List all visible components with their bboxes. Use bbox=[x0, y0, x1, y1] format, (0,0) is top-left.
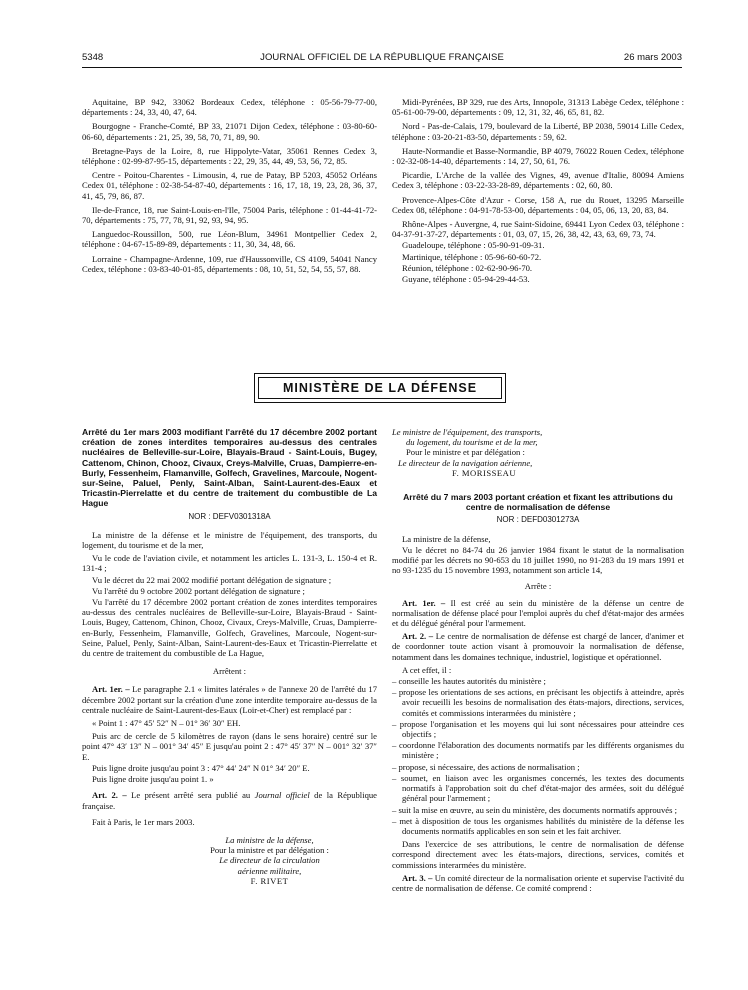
visa: Vu l'arrêté du 17 décembre 2002 portant création de zones interdites temporaires au-dessus des centrales nucléaires de Belleville-sur-Loire, Blayais-Braud - Saint-Louis, Bugey, Cattenom, Chinon, Chooz, Civaux, Creys-Malville, Cruas, Dampierre-en-Burly, Fessenheim, Flamanville, Golfech, Gravelines, Marcoule, Nogent-sur-Seine, Paluel, Penly, Saint-Alban, Saint-Laurent-des-Eaux et Tricastin-Pierrelatte et du centre de traitement du combustible de La Hague, bbox=[82, 597, 377, 659]
article-text: Le paragraphe 2.1 « limites latérales » de l'annexe 20 de l'arrêté du 17 décembre 2002 portant sur la création d'une zone interdite temporaire au-dessus de la centrale nucléaire de Saint-Laurent-des-Eaux (Loir-et-Cher) est remplacé par : bbox=[82, 684, 378, 715]
fait-a-paris: Fait à Paris, le 1er mars 2003. bbox=[92, 816, 195, 827]
list-item: – propose l'organisation et les moyens qui lui sont nécessaires pour atteindre ces objectifs ; bbox=[392, 719, 684, 739]
arc-description: Puis arc de cercle de 5 kilomètres de rayon (dans le sens horaire) centré sur le point 47° 43′ 13″ N – 001° 34′ 45″ E jusqu'au point 2 : 47° 45′ 37″ N – 001° 32′ 37″ E. bbox=[82, 731, 377, 762]
journal-title: JOURNAL OFFICIEL DE LA RÉPUBLIQUE FRANÇAISE bbox=[260, 52, 504, 63]
arretent: Arrêtent : bbox=[212, 666, 247, 677]
list-item: – propose les orientations de ses actions, en précisant les objectifs à atteindre, après avoir recueilli les besoins de normalisation des états-majors, directions, services, comités et commissions interarmées du ministère ; bbox=[392, 687, 684, 718]
address-entry: Provence-Alpes-Côte d'Azur - Corse, 158 A, rue du Rouet, 13295 Marseille Cedex 08, téléphone : 04-91-78-53-00, départements : 04, 05, 06, 13, 20, 83, 84. bbox=[392, 194, 684, 215]
signatory-role: Le directeur de la navigation aérienne, bbox=[398, 457, 533, 468]
arrete: Arrête : bbox=[524, 581, 552, 592]
article-1 bbox=[82, 684, 377, 715]
decree-right-signatures bbox=[392, 427, 684, 896]
list-item: – soumet, en liaison avec les organismes concernés, les textes des documents normatifs à l'approbation soit du chef d'état-major des armées, soit du délégué général pour l'armement ; bbox=[392, 773, 684, 804]
decree-intro: La ministre de la défense, bbox=[402, 533, 491, 544]
decree-intro: La ministre de la défense et le ministre de l'équipement, des transports, du logement, du tourisme et de la mer, bbox=[82, 529, 377, 551]
nor-reference: NOR : DEFD0301273A bbox=[496, 515, 580, 525]
address-list-left bbox=[82, 97, 377, 278]
page-header bbox=[82, 52, 682, 66]
address-entry: Nord - Pas-de-Calais, 179, boulevard de la Liberté, BP 2038, 59014 Lille Cedex, téléphone : 03-20-21-83-50, départements : 59, 62. bbox=[392, 121, 684, 142]
address-entry: Aquitaine, BP 942, 33062 Bordeaux Cedex, téléphone : 05-56-79-77-00, départements : 24, 33, 40, 47, 64. bbox=[82, 97, 377, 118]
article-label: Art. 3. – bbox=[402, 872, 433, 883]
signatory-title: du logement, du tourisme et de la mer, bbox=[406, 437, 538, 448]
list-item: – conseille les hautes autorités du ministère ; bbox=[392, 676, 684, 686]
address-entry: Réunion, téléphone : 02-62-90-96-70. bbox=[402, 262, 533, 273]
address-entry: Centre - Poitou-Charentes - Limousin, 4, rue de Patay, BP 5203, 45052 Orléans Cedex 01, téléphone : 02-38-54-87-40, départements : 16, 17, 18, 19, 23, 28, 36, 37, 41, 45, 79, 86, 87. bbox=[82, 170, 377, 201]
header-rule bbox=[82, 67, 682, 68]
article-label: Art. 1er. – bbox=[92, 684, 130, 695]
ministry-banner: MINISTÈRE DE LA DÉFENSE bbox=[258, 377, 502, 399]
signatory-role: aérienne militaire, bbox=[237, 865, 302, 876]
address-entry: Martinique, téléphone : 05-96-60-60-72. bbox=[402, 251, 542, 262]
decree-left bbox=[82, 427, 377, 886]
list-item: – coordonne l'élaboration des documents normatifs par les différents organismes du ministère ; bbox=[392, 740, 684, 760]
issue-date: 26 mars 2003 bbox=[623, 52, 682, 63]
visa: Vu le code de l'aviation civile, et notamment les articles L. 131-3, L. 150-4 et R. 131-4 ; bbox=[82, 553, 377, 574]
address-entry: Lorraine - Champagne-Ardenne, 109, rue d'Haussonville, CS 4109, 54041 Nancy Cedex, téléphone : 03-83-40-01-85, départements : 08, 10, 51, 52, 54, 55, 57, 88. bbox=[82, 253, 377, 274]
list-item: – propose, si nécessaire, des actions de normalisation ; bbox=[392, 762, 684, 772]
article-2 bbox=[82, 790, 377, 810]
delegation: Pour la ministre et par délégation : bbox=[210, 845, 329, 856]
article-text: Le présent arrêté sera publié au bbox=[131, 790, 255, 801]
visa: Vu l'arrêté du 9 octobre 2002 portant délégation de signature ; bbox=[92, 585, 305, 596]
address-entry: Haute-Normandie et Basse-Normandie, BP 4079, 76022 Rouen Cedex, téléphone : 02-32-08-14-40, départements : 14, 27, 50, 61, 76. bbox=[392, 145, 684, 167]
page-number: 5348 bbox=[82, 52, 104, 63]
address-list-right bbox=[392, 97, 684, 285]
article-text: Le centre de normalisation de défense est chargé de lancer, d'animer et de coordonner toute action visant à promouvoir la normalisation de défense, notamment dans les domaines technique, industriel, logistique et opérationnel. bbox=[392, 631, 684, 662]
journal-ref: Journal officiel bbox=[254, 790, 310, 801]
article-label: Art. 2. – bbox=[92, 790, 127, 801]
signatory-name: F. RIVET bbox=[250, 875, 289, 886]
signatory-title: La ministre de la défense, bbox=[225, 834, 314, 845]
address-entry: Guyane, téléphone : 05-94-29-44-53. bbox=[402, 274, 530, 285]
address-entry: Bretagne-Pays de la Loire, 8, rue Hippolyte-Vatar, 35061 Rennes Cedex 3, téléphone : 02-99-87-95-15, départements : 22, 29, 35, 44, 49, 53, 56, 72, 85. bbox=[82, 145, 377, 167]
signatory-title: Le ministre de l'équipement, des transports, bbox=[392, 427, 543, 437]
article-label: Art. 1er. – bbox=[402, 597, 446, 608]
list-item: – met à disposition de tous les organismes habilités du ministère de la défense les documents normatifs applicables en son sein et les fait archiver. bbox=[392, 816, 684, 836]
article-3 bbox=[392, 873, 684, 893]
visa: Vu le décret du 22 mai 2002 modifié portant délégation de signature ; bbox=[92, 574, 332, 585]
article-label: Art. 2. – bbox=[402, 631, 434, 642]
nor-reference: NOR : DEFV0301318A bbox=[188, 511, 271, 521]
article-text: de la République française. bbox=[82, 790, 377, 811]
article-text: Il est créé au sein du ministère de la défense un centre de normalisation de défense placé pour l'emploi auprès du chef d'état-major des armées et du délégué général pour l'armement. bbox=[392, 597, 684, 629]
list-item: – suit la mise en œuvre, au sein du ministère, des documents normatifs approuvés ; bbox=[392, 805, 684, 815]
delegation: Pour le ministre et par délégation : bbox=[406, 447, 525, 458]
article-2 bbox=[392, 631, 684, 662]
attributions-list bbox=[392, 676, 684, 836]
decree-title: Arrêté du 7 mars 2003 portant création et fixant les attributions du centre de normalisation de défense bbox=[403, 492, 673, 513]
address-entry: Midi-Pyrénées, BP 329, rue des Arts, Innopole, 31313 Labège Cedex, téléphone : 05-61-00-79-00, départements : 09, 12, 31, 32, 46, 65, 81, 82. bbox=[392, 97, 684, 118]
visa: Vu le décret no 84-74 du 26 janvier 1984 fixant le statut de la normalisation modifié par les décrets no 90-653 du 18 juillet 1990, no 91-283 du 19 mars 1991 et no 93-1235 du 15 novembre 1993, notamment son article 14, bbox=[392, 544, 684, 576]
line-point-1: Puis ligne droite jusqu'au point 1. » bbox=[92, 774, 214, 785]
decree-title: Arrêté du 1er mars 2003 modifiant l'arrêté du 17 décembre 2002 portant création de zones interdites temporaires au-dessus des centrales nucléaires de Belleville-sur-Loire, Blayais-Braud - Saint-Louis, Bugey, Cattenom, Chinon, Chooz, Civaux, Creys-Malville, Cruas, Dampierre-en-Burly, Fessenheim, Flamanville, Golfech, Gravelines, Marcoule, Nogent-sur-Seine, Paluel, Penly, Saint-Alban, Saint-Laurent-des-Eaux et Tricastin-Pierrelatte et du centre de traitement du combustible de La Hague bbox=[82, 427, 377, 509]
article-text: Un comité directeur de la normalisation oriente et supervise l'activité du centre de normalisation de défense. Ce comité comprend : bbox=[392, 872, 684, 893]
address-entry: Guadeloupe, téléphone : 05-90-91-09-31. bbox=[402, 240, 545, 251]
address-entry: Bourgogne - Franche-Comté, BP 33, 21071 Dijon Cedex, téléphone : 03-80-60-06-60, départements : 21, 25, 39, 58, 70, 71, 89, 90. bbox=[82, 121, 377, 142]
point-1: « Point 1 : 47° 45′ 52″ N – 01° 36′ 30″ EH. bbox=[92, 718, 241, 729]
a-cet-effet: A cet effet, il : bbox=[402, 664, 452, 675]
line-point-3: Puis ligne droite jusqu'au point 3 : 47° 44′ 24″ N 01° 34′ 20″ E. bbox=[92, 762, 310, 773]
address-entry: Languedoc-Roussillon, 500, rue Léon-Blum, 34961 Montpellier Cedex 2, téléphone : 04-67-15-89-89, départements : 11, 30, 34, 48, 66. bbox=[82, 229, 377, 250]
address-entry: Rhône-Alpes - Auvergne, 4, rue Saint-Sidoine, 69441 Lyon Cedex 03, téléphone : 04-37-91-37-27, départements : 01, 03, 07, 15, 26, 38, 42, 43, 63, 69, 73, 74. bbox=[392, 219, 684, 240]
signatory-name: F. MORISSEAU bbox=[452, 467, 517, 478]
address-entry: Ile-de-France, 18, rue Saint-Louis-en-l'Ile, 75004 Paris, téléphone : 01-44-41-72-70, départements : 75, 77, 78, 91, 92, 93, 94, 95. bbox=[82, 204, 377, 226]
article-1 bbox=[392, 598, 684, 629]
exercice-paragraph: Dans l'exercice de ses attributions, le centre de normalisation de défense correspond directement avec les états-majors, directions, services, comités et commissions interarmées du ministère. bbox=[392, 839, 684, 870]
address-entry: Picardie, L'Arche de la vallée des Vignes, 49, avenue d'Italie, 80094 Amiens Cedex 3, téléphone : 03-22-33-28-89, départements : 02, 60, 80. bbox=[392, 170, 684, 191]
signatory-role: Le directeur de la circulation bbox=[219, 855, 320, 866]
